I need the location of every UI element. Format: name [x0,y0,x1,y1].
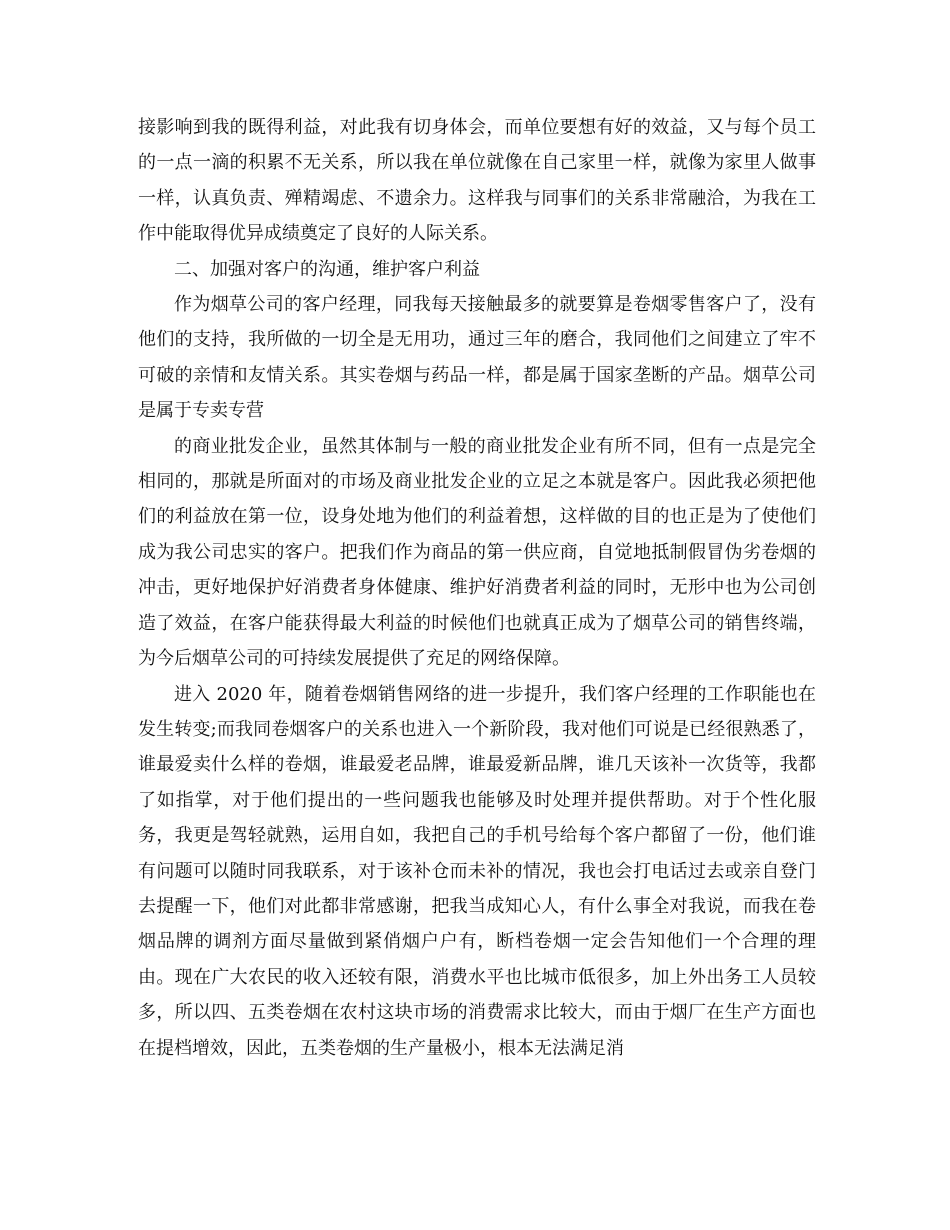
paragraph-entering-2020: 进入 2020 年，随着卷烟销售网络的进一步提升，我们客户经理的工作职能也在发生转变;而我同卷烟客户的关系也进入一个新阶段，我对他们可说是已经很熟悉了，谁最爱卖什么样的卷烟，谁最爱老品牌，谁最爱新品牌，谁几天该补一次货等，我都了如指掌，对于他们提出的一些问题我也能够及时处理并提供帮助。对于个性化服务，我更是驾轻就熟，运用自如，我把自己的手机号给每个客户都留了一份，他们谁有问题可以随时同我联系，对于该补仓而未补的情况，我也会打电话过去或亲自登门去提醒一下，他们对此都非常感谢，把我当成知心人，有什么事全对我说，而我在卷烟品牌的调剂方面尽量做到紧俏烟户户有，断档卷烟一定会告知他们一个合理的理由。现在广大农民的收入还较有限，消费水平也比城市低很多，加上外出务工人员较多，所以四、五类卷烟在农村这块市场的消费需求比较大，而由于烟厂在生产方面也在提档增效，因此，五类卷烟的生产量极小，根本无法满足消 [138,683,816,1059]
paragraph-wholesale-enterprise: 的商业批发企业，虽然其体制与一般的商业批发企业有所不同，但有一点是完全相同的，那就是所面对的市场及商业批发企业的立足之本就是客户。因此我必须把他们的利益放在第一位，设身处地为他们的利益着想，这样做的目的也正是为了使他们成为我公司忠实的客户。把我们作为商品的第一供应商，自觉地抵制假冒伪劣卷烟的冲击，更好地保护好消费者身体健康、维护好消费者利益的同时，无形中也为公司创造了效益，在客户能获得最大利益的时候他们也就真正成为了烟草公司的销售终端，为今后烟草公司的可持续发展提供了充足的网络保障。 [138,435,816,670]
section-heading: 二、加强对客户的沟通，维护客户利益 [174,258,480,280]
document-body [138,110,816,1066]
paragraph-customer-manager: 作为烟草公司的客户经理，同我每天接触最多的就要算是卷烟零售客户了，没有他们的支持，我所做的一切全是无用功，通过三年的磨合，我同他们之间建立了牢不可破的亲情和友情关系。其实卷烟与药品一样，都是属于国家垄断的产品。烟草公司是属于专卖专营 [138,294,816,422]
paragraph-continuation: 接影响到我的既得利益，对此我有切身体会，而单位要想有好的效益，又与每个员工的一点一滴的积累不无关系，所以我在单位就像在自己家里一样，就像为家里人做事一样，认真负责、殚精竭虑、不遗余力。这样我与同事们的关系非常融洽，为我在工作中能取得优异成绩奠定了良好的人际关系。 [138,117,816,245]
